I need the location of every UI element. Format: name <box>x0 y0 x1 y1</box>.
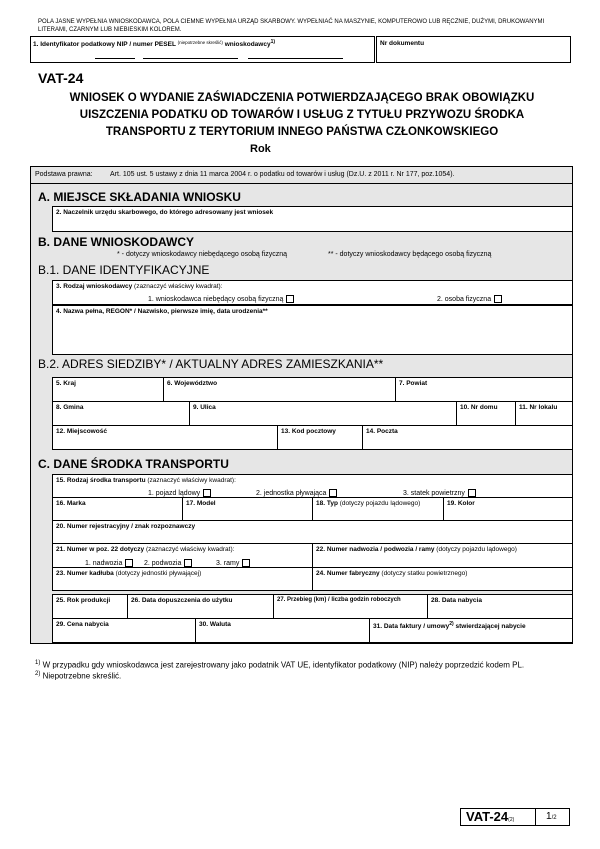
footer-divider <box>535 808 536 826</box>
divider <box>30 183 573 184</box>
section-b2-title: B.2. ADRES SIEDZIBY* / AKTUALNY ADRES ZAMIESZKANIA** <box>38 357 384 371</box>
form-code: VAT-24 <box>38 70 84 86</box>
field-25-production-year[interactable] <box>52 594 128 619</box>
legal-basis-text: Art. 105 ust. 5 ustawy z dnia 11 marca 2004 r. o podatku od towarów i usług (Dz.U. z 2011 r. Nr 177, poz.1054). <box>110 171 455 178</box>
field-17-model[interactable] <box>182 497 313 521</box>
section-b1-title: B.1. DANE IDENTYFIKACYJNE <box>38 263 210 277</box>
aircraft-label: 3. statek powietrzny <box>403 489 465 497</box>
field-20-label: 20. Numer rejestracyjny / znak rozpoznawczy <box>56 523 196 530</box>
checkbox-applicant-natural[interactable] <box>494 295 502 303</box>
note-legal-person: * - dotyczy wnioskodawcy niebędącego osobą fizyczną <box>117 251 288 258</box>
footnote-1-mark: 1) <box>35 660 41 666</box>
field-7-label: 7. Powiat <box>399 380 428 387</box>
field-5-country[interactable] <box>52 377 164 402</box>
section-c-title: C. DANE ŚRODKA TRANSPORTU <box>38 457 229 471</box>
number-type-body[interactable] <box>85 559 133 567</box>
field-26-label: 26. Data dopuszczenia do użytku <box>131 597 233 604</box>
option-2-label: 2. osoba fizyczna <box>437 295 492 303</box>
footnote-2-mark: 2) <box>35 671 41 677</box>
field-27-mileage[interactable] <box>273 594 428 619</box>
field-23-hull-number[interactable] <box>52 567 313 591</box>
checkbox-land-vehicle[interactable] <box>203 489 211 497</box>
identifier-label <box>33 39 275 48</box>
applicant-type-option-2[interactable] <box>437 295 502 303</box>
field-31-title: 31. Data faktury / umowy <box>373 623 450 631</box>
field-18-title: 18. Typ <box>316 500 338 507</box>
field-30-label: 30. Waluta <box>199 621 231 628</box>
field-8-commune[interactable] <box>52 401 190 426</box>
checkbox-chassis[interactable] <box>184 559 192 567</box>
chassis-label: 2. podwozia <box>144 559 182 567</box>
page-total: /2 <box>551 815 557 821</box>
field-31-invoice-date[interactable] <box>369 618 573 643</box>
field-10-house-number[interactable] <box>456 401 516 426</box>
number-type-frame[interactable] <box>216 559 250 567</box>
note-natural-person: ** - dotyczy wnioskodawcy będącego osobą fizyczną <box>328 251 492 258</box>
field-23-title: 23. Numer kadłuba <box>56 570 114 577</box>
checkbox-body[interactable] <box>125 559 133 567</box>
field-11-apartment[interactable] <box>515 401 573 426</box>
field-18-hint: (dotyczy pojazdu lądowego) <box>339 500 421 507</box>
field-15-hint: (zaznaczyć właściwy kwadrat): <box>147 477 236 484</box>
footnote-2-text: Niepotrzebne skreślić. <box>42 671 122 681</box>
field-30-currency[interactable] <box>195 618 370 643</box>
footer-code-text: VAT-24 <box>466 809 509 824</box>
field-5-label: 5. Kraj <box>56 380 76 387</box>
field-12-city[interactable] <box>52 425 278 450</box>
footnote-1 <box>35 660 575 670</box>
field-13-label: 13. Kod pocztowy <box>281 428 336 435</box>
field-19-color[interactable] <box>443 497 573 521</box>
field-14-label: 14. Poczta <box>366 428 398 435</box>
field-16-make[interactable] <box>52 497 183 521</box>
field-21-hint: (zaznaczyć właściwy kwadrat): <box>145 546 235 553</box>
field-3-label <box>56 283 223 290</box>
field-24-label <box>316 570 467 577</box>
section-b-title: B. DANE WNIOSKODAWCY <box>38 235 194 249</box>
checkbox-frame[interactable] <box>242 559 250 567</box>
field-2-label: 2. Naczelnik urzędu skarbowego, do którego adresowany jest wniosek <box>56 209 274 216</box>
field-22-vin[interactable] <box>312 543 573 568</box>
identifier-comb-1 <box>95 54 135 59</box>
field-15-box <box>52 474 573 498</box>
field-4-name[interactable] <box>52 305 573 355</box>
applicant-type-option-1[interactable] <box>148 295 294 303</box>
field-22-hint: (dotyczy pojazdu lądowego) <box>436 546 517 553</box>
footer-version: (2) <box>508 817 515 823</box>
page-number <box>546 811 557 822</box>
option-1-label: 1. wnioskodawca niebędący osobą fizyczną <box>148 295 284 303</box>
section-a-title: A. MIEJSCE SKŁADANIA WNIOSKU <box>38 190 241 204</box>
field-22-label <box>316 546 517 553</box>
checkbox-applicant-legal[interactable] <box>286 295 294 303</box>
field-28-purchase-date[interactable] <box>427 594 573 619</box>
frame-label: 3. ramy <box>216 559 240 567</box>
field-16-label: 16. Marka <box>56 500 86 507</box>
field-13-postal-code[interactable] <box>277 425 363 450</box>
field-22-title: 22. Numer nadwozia / podwozia / ramy <box>316 546 435 553</box>
field-23-hint: (dotyczy jednostki pływającej) <box>115 570 202 577</box>
field-11-label: 11. Nr lokalu <box>519 404 558 411</box>
field-7-county[interactable] <box>395 377 573 402</box>
body-label: 1. nadwozia <box>85 559 123 567</box>
field-24-factory-number[interactable] <box>312 567 573 591</box>
identifier-footnote-ref: 1) <box>270 39 276 45</box>
field-14-post-office[interactable] <box>362 425 573 450</box>
identifier-label-text: 1. Identyfikator podatkowy NIP / numer PESEL <box>33 41 176 49</box>
transport-option-land[interactable] <box>148 489 211 497</box>
field-4-label: 4. Nazwa pełna, REGON* / Nazwisko, pierwsze imię, data urodzenia** <box>56 308 268 315</box>
field-21-box <box>52 543 313 568</box>
identifier-suffix: wnioskodawcy <box>224 41 271 49</box>
field-17-label: 17. Model <box>186 500 216 507</box>
footnote-1-text: W przypadku gdy wnioskodawca jest zarejestrowany jako podatnik VAT UE, identyfikator podatkowy (NIP) należy poprzedzić kodem PL. <box>42 660 525 670</box>
field-28-label: 28. Data nabycia <box>431 597 482 604</box>
field-9-label: 9. Ulica <box>193 404 216 411</box>
field-24-hint: (dotyczy statku powietrznego) <box>381 570 468 577</box>
field-18-label <box>316 500 420 507</box>
field-2-naczelnik[interactable] <box>52 206 573 232</box>
year-label: Rok <box>250 143 271 155</box>
vessel-label: 2. jednostka pływająca <box>256 489 327 497</box>
field-29-price[interactable] <box>52 618 196 643</box>
page-current: 1 <box>546 811 552 822</box>
field-23-label <box>56 570 201 577</box>
land-vehicle-label: 1. pojazd lądowy <box>148 489 201 497</box>
field-18-type[interactable] <box>312 497 444 521</box>
field-8-label: 8. Gmina <box>56 404 84 411</box>
field-3-box <box>52 280 573 305</box>
field-19-label: 19. Kolor <box>447 500 475 507</box>
identifier-note: (niepotrzebne skreślić) <box>177 40 223 46</box>
field-25-label: 25. Rok produkcji <box>56 597 111 604</box>
checkbox-vessel[interactable] <box>329 489 337 497</box>
field-12-label: 12. Miejscowość <box>56 428 107 435</box>
footer-code <box>466 809 514 824</box>
field-21-title: 21. Numer w poz. 22 dotyczy <box>56 546 145 553</box>
field-3-hint: (zaznaczyć właściwy kwadrat): <box>134 283 223 290</box>
transport-option-vessel[interactable] <box>256 489 337 497</box>
field-9-street[interactable] <box>189 401 457 426</box>
field-31-suffix: stwierdzającej nabycie <box>455 623 526 631</box>
checkbox-aircraft[interactable] <box>468 489 476 497</box>
transport-option-aircraft[interactable] <box>403 489 476 497</box>
field-24-title: 24. Numer fabryczny <box>316 570 380 577</box>
field-3-title: 3. Rodzaj wnioskodawcy <box>56 283 133 290</box>
field-15-title: 15. Rodzaj środka transportu <box>56 477 146 484</box>
page-title: WNIOSEK O WYDANIE ZAŚWIADCZENIA POTWIERDZAJĄCEGO BRAK OBOWIĄZKU UISZCZENIA PODATKU OD TOWARÓW I USŁUG Z TYTUŁU PRZYWOZU ŚRODKA TRANSPORTU Z TERYTORIUM INNEGO PAŃSTWA CZŁONKOWSKIEGO <box>69 92 535 138</box>
field-26-admission-date[interactable] <box>127 594 274 619</box>
field-20-registration[interactable] <box>52 520 573 544</box>
field-31-label <box>373 621 526 630</box>
field-31-footnote-ref: 2) <box>449 621 454 627</box>
field-6-label: 6. Województwo <box>167 380 218 387</box>
footnote-2 <box>35 671 121 681</box>
field-27-label: 27. Przebieg (km) / liczba godzin roboczych <box>277 597 401 603</box>
field-15-label <box>56 477 236 484</box>
field-10-label: 10. Nr domu <box>460 404 498 411</box>
field-29-label: 29. Cena nabycia <box>56 621 109 628</box>
field-6-voivodeship[interactable] <box>163 377 396 402</box>
instructions-text: POLA JASNE WYPEŁNIA WNIOSKODAWCA, POLA CIEMNE WYPEŁNIA URZĄD SKARBOWY. WYPEŁNIAĆ NA MASZYNIE, KOMPUTEROWO LUB RĘCZNIE, DUŻYMI, DRUKOWANYMI LITERAMI, CZARNYM LUB NIEBIESKIM KOLOREM. <box>38 19 545 33</box>
identifier-comb-2 <box>143 54 238 59</box>
field-21-label <box>56 546 234 553</box>
legal-basis-label: Podstawa prawna: <box>35 171 93 178</box>
number-type-chassis[interactable] <box>144 559 192 567</box>
identifier-comb-3 <box>248 54 343 59</box>
doc-number-label: Nr dokumentu <box>380 40 425 47</box>
